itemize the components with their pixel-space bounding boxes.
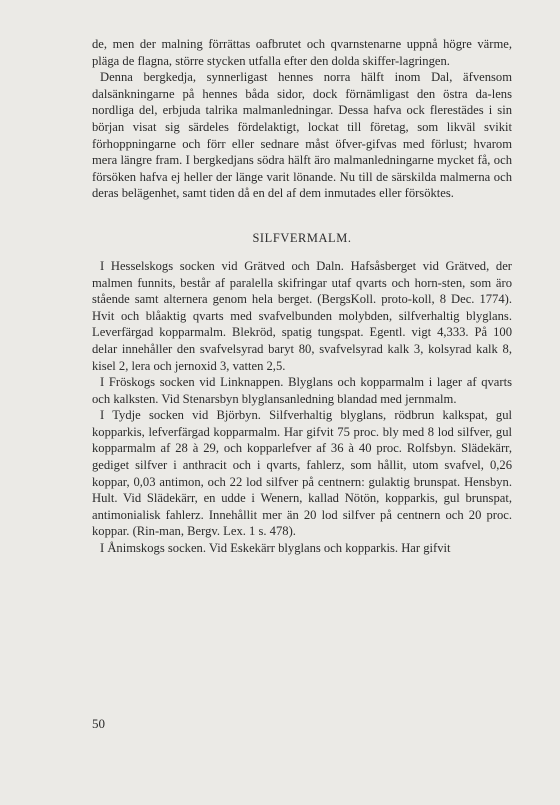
paragraph-continuation: de, men der malning förrättas oafbrutet och qvarnstenarne uppnå högre värme, pläga de flagna, större stycken utfalla efter den dolda skiffer-lagringen.: [92, 37, 512, 68]
paragraph-hesselskog: I Hesselskogs socken vid Grätved och Daln. Hafsåsberget vid Grätved, der malmen funnits, består af paralella skifringar utaf qvarts och horn-sten, som äro stående samt alternera genom hela berget. (BergsKoll. proto-koll, 8 Dec. 1774). Hvit och blåaktig qvarts med svafvelbunden molybden, silfverhaltig blyglans. Leverfärgad kopparmalm. Blekröd, spatig tungspat. Egentl. vigt 4,333. På 100 delar innehåller den svafvelsyrad baryt 80, svafvelsyrad kalk 3, kolsyrad kalk 8, kisel 2, lera och jernoxid 3, vatten 2,5.: [92, 258, 512, 373]
page-number: 50: [92, 716, 105, 731]
document-page: [92, 36, 512, 557]
paragraph-bergkedja: Denna bergkedja, synnerligast hennes norra hälft inom Dal, äfvensom dalsänkningarne på hennes båda sidor, dock förnämligast den östra da-lens nordliga del, erbjuda talrika malmanledningar. Dessa hafva ock flerestädes i sin början visat sig särdeles fördelaktigt, lockat till företag, som likväl svikit förhoppningarne och förr eller sednare måst öfver-gifvas med förlust; hvarom mera längre fram. I bergkedjans södra hälft äro malmanledningarne mycket få, och försöken hafva ej heller der länge varit lönande. Nu till de särskilda malmerna och deras belägenhet, samt tiden då en del af dem inmutades eller försöktes.: [92, 70, 512, 201]
paragraph-tydje: I Tydje socken vid Björbyn. Silfverhaltig blyglans, rödbrun kalkspat, gul kopparkis, lefverfärgad kopparmalm. Har gifvit 75 proc. bly med 8 lod silfver, gul kopparmalm af 28 à 29, och kopparlefver af 36 à 40 proc. Rolfsbyn. Slädekärr, gediget silfver i anthracit och i qvarts, fahlerz, som hållit, utom svafvel, 0,26 koppar, 0,03 antimon, och 22 lod silfver på centnern: gulaktig brunspat. Hensbyn. Hult. Vid Slädekärr, en udde i Wenern, kallad Nötön, kopparkis, gul brunspat, antimonialisk fahlerz. Innehållit mer än 20 lod silfver på centnern och 20 proc. koppar. (Rin-man, Bergv. Lex. 1 s. 478).: [92, 408, 512, 539]
paragraph-froskog: I Fröskogs socken vid Linknappen. Blyglans och kopparmalm i lager af qvarts och kalksten. Vid Stenarsbyn blyglansanledning blandad med jernmalm.: [92, 375, 512, 406]
paragraph-animskog: I Ånimskogs socken. Vid Eskekärr blyglans och kopparkis. Har gifvit: [100, 541, 451, 556]
section-heading: SILFVERMALM.: [252, 230, 352, 245]
